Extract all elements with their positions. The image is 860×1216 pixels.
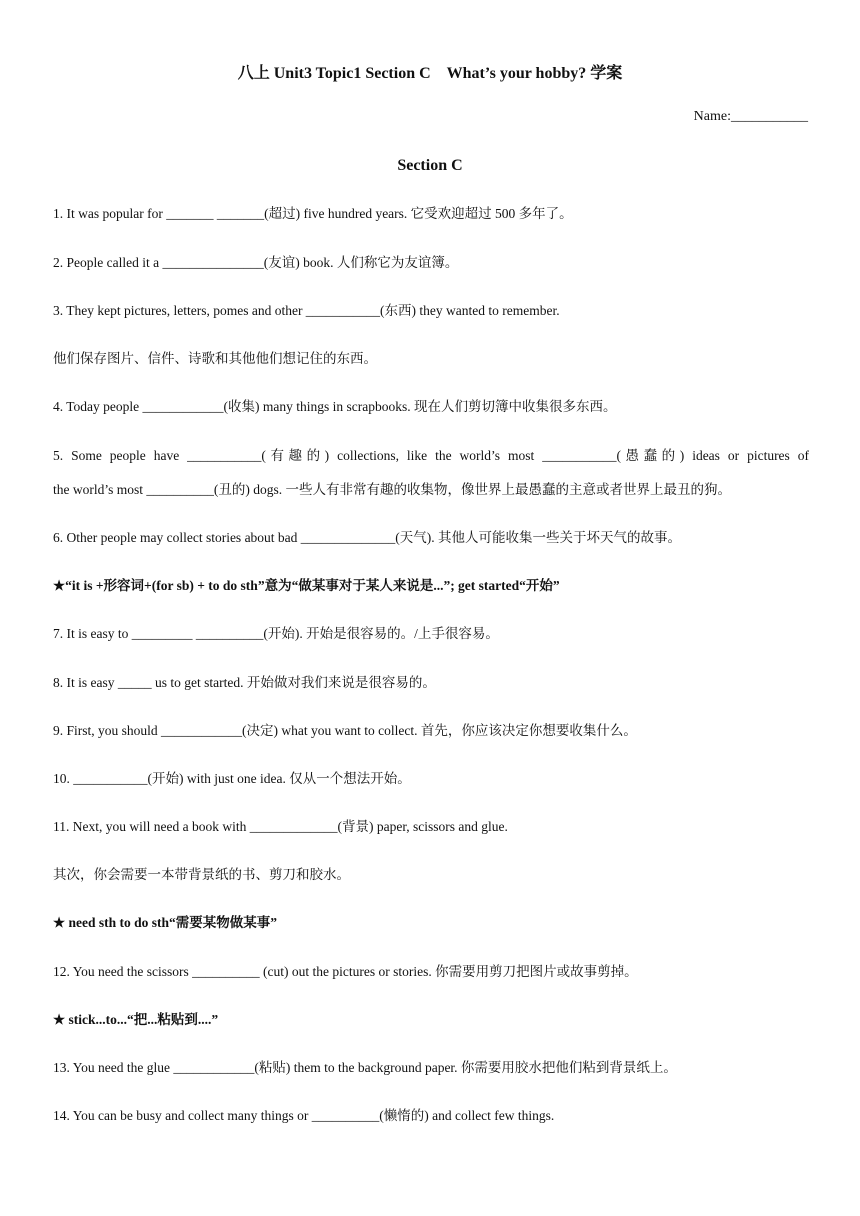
grammar-note-stick-to: ★ stick...to...“把...粘贴到....” (53, 1012, 219, 1027)
exercise-item-10: 10. ___________(开始) with just one idea. 仅从一个想法开始。 (53, 771, 411, 786)
name-field-label: Name:___________ (693, 109, 808, 124)
grammar-note-it-is-adj: ★“it is +形容词+(for sb) + to do sth”意为“做某事对于某人来说是...”; get started“开始” (53, 578, 560, 593)
grammar-note-need-sth: ★ need sth to do sth“需要某物做某事” (53, 915, 277, 930)
exercise-item-3: 3. They kept pictures, letters, pomes and other ___________(东西) they wanted to remember. (53, 303, 560, 318)
exercise-item-13: 13. You need the glue ____________(粘贴) them to the background paper. 你需要用胶水把他们粘到背景纸上。 (53, 1060, 677, 1075)
exercise-item-7: 7. It is easy to _________ __________(开始). 开始是很容易的。/上手很容易。 (53, 626, 499, 641)
section-heading: Section C (397, 157, 463, 174)
exercise-item-5-line-1: 5. Some people have ___________(有趣的) collections, like the world’s most ___________(愚蠢的) ideas or pictures of (53, 448, 809, 463)
worksheet-title: 八上 Unit3 Topic1 Section C What’s your hobby? 学案 (237, 65, 623, 82)
exercise-item-2: 2. People called it a _______________(友谊) book. 人们称它为友谊簿。 (53, 255, 459, 270)
exercise-item-1: 1. It was popular for _______ _______(超过) five hundred years. 它受欢迎超过 500 多年了。 (53, 206, 573, 221)
exercise-item-11: 11. Next, you will need a book with _____________(背景) paper, scissors and glue. (53, 819, 508, 834)
exercise-item-12: 12. You need the scissors __________ (cut) out the pictures or stories. 你需要用剪刀把图片或故事剪掉。 (53, 964, 638, 979)
exercise-item-6: 6. Other people may collect stories about bad ______________(天气). 其他人可能收集一些关于坏天气的故事。 (53, 530, 682, 545)
exercise-item-8: 8. It is easy _____ us to get started. 开始做对我们来说是很容易的。 (53, 675, 436, 690)
exercise-item-3-translation: 他们保存图片、信件、诗歌和其他他们想记住的东西。 (53, 351, 377, 366)
exercise-item-9: 9. First, you should ____________(决定) what you want to collect. 首先，你应该决定你想要收集什么。 (53, 723, 637, 738)
exercise-item-11-translation: 其次，你会需要一本带背景纸的书、剪刀和胶水。 (53, 867, 350, 882)
exercise-item-14: 14. You can be busy and collect many things or __________(懒惰的) and collect few things. (53, 1108, 555, 1123)
exercise-item-5-line-2: the world’s most __________(丑的) dogs. 一些人有非常有趣的收集物，像世界上最愚蠢的主意或者世界上最丑的狗。 (53, 482, 731, 497)
exercise-item-4: 4. Today people ____________(收集) many things in scrapbooks. 现在人们剪切簿中收集很多东西。 (53, 399, 617, 414)
